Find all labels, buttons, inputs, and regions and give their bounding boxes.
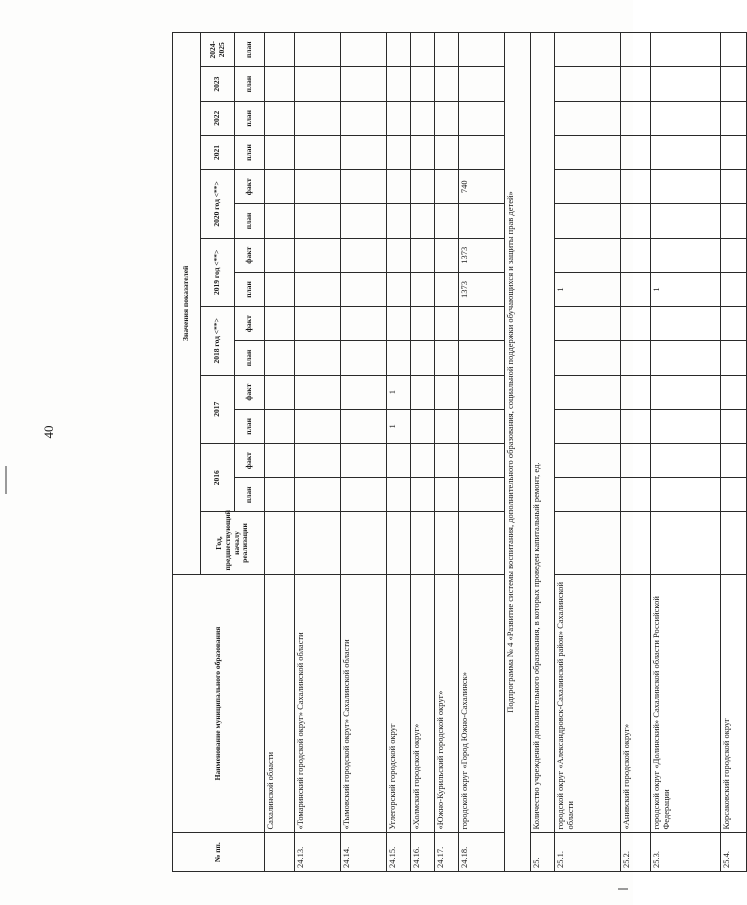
value-cell bbox=[265, 67, 295, 101]
value-cell bbox=[651, 33, 721, 67]
value-cell bbox=[341, 512, 387, 574]
row-number: 25. bbox=[531, 833, 555, 872]
value-cell bbox=[341, 67, 387, 101]
header-year: 2024-2025 bbox=[201, 33, 235, 67]
municipality-name: «Анивский городской округ» bbox=[621, 574, 651, 833]
header-plan: план bbox=[235, 33, 265, 67]
value-cell bbox=[459, 33, 505, 67]
value-cell bbox=[411, 409, 435, 443]
value-cell bbox=[651, 204, 721, 238]
value-cell bbox=[621, 512, 651, 574]
row-number: 25.3. bbox=[651, 833, 721, 872]
value-cell bbox=[621, 444, 651, 478]
value-cell bbox=[435, 67, 459, 101]
value-cell bbox=[411, 204, 435, 238]
header-plan: план bbox=[235, 67, 265, 101]
value-cell bbox=[721, 409, 747, 443]
indicator-table bbox=[172, 32, 747, 872]
subprogram-title: Подпрограмма № 4 «Развитие системы воспитания, дополнительного образования, социальной поддержки обучающихся и защиты прав детей» bbox=[505, 33, 531, 872]
row-number: 25.4. bbox=[721, 833, 747, 872]
header-plan: план bbox=[235, 272, 265, 306]
value-cell bbox=[265, 33, 295, 67]
municipality-name: «Южно-Курильский городской округ» bbox=[435, 574, 459, 833]
table-body-subprogram-4 bbox=[505, 33, 555, 872]
value-cell bbox=[721, 170, 747, 204]
value-cell bbox=[265, 478, 295, 512]
value-cell bbox=[621, 341, 651, 375]
value-cell bbox=[387, 33, 411, 67]
value-cell bbox=[555, 67, 621, 101]
value-cell bbox=[621, 135, 651, 169]
municipality-name: городской округ «Александровск-Сахалинский район» Сахалинской области bbox=[555, 574, 621, 833]
value-cell bbox=[435, 238, 459, 272]
value-cell bbox=[265, 204, 295, 238]
value-cell bbox=[387, 204, 411, 238]
value-cell bbox=[721, 204, 747, 238]
value-cell bbox=[435, 135, 459, 169]
value-cell bbox=[341, 135, 387, 169]
value-cell bbox=[435, 444, 459, 478]
value-cell bbox=[621, 272, 651, 306]
value-cell bbox=[651, 512, 721, 574]
value-cell bbox=[621, 375, 651, 409]
value-cell bbox=[721, 238, 747, 272]
value-cell bbox=[621, 204, 651, 238]
value-cell bbox=[621, 307, 651, 341]
value-cell bbox=[411, 170, 435, 204]
value-cell: 1 bbox=[387, 375, 411, 409]
value-cell bbox=[459, 67, 505, 101]
value-cell bbox=[411, 307, 435, 341]
page-number: 40 bbox=[41, 425, 56, 439]
value-cell bbox=[651, 375, 721, 409]
value-cell bbox=[555, 512, 621, 574]
value-cell bbox=[265, 444, 295, 478]
header-plan: план bbox=[235, 101, 265, 135]
header-year: 2023 bbox=[201, 67, 235, 101]
header-name: Наименование муниципального образования bbox=[173, 574, 265, 833]
value-cell bbox=[459, 375, 505, 409]
value-cell bbox=[341, 33, 387, 67]
value-cell bbox=[295, 478, 341, 512]
value-cell bbox=[555, 341, 621, 375]
header-plan: план bbox=[235, 135, 265, 169]
value-cell bbox=[621, 409, 651, 443]
header-fact: факт bbox=[235, 307, 265, 341]
value-cell bbox=[651, 478, 721, 512]
value-cell bbox=[721, 33, 747, 67]
value-cell bbox=[411, 33, 435, 67]
value-cell bbox=[621, 101, 651, 135]
scan-artifact bbox=[618, 888, 628, 890]
value-cell bbox=[621, 33, 651, 67]
value-cell bbox=[265, 238, 295, 272]
row-number: 24.16. bbox=[411, 833, 435, 872]
value-cell bbox=[265, 272, 295, 306]
value-cell bbox=[435, 272, 459, 306]
value-cell bbox=[555, 204, 621, 238]
table-row bbox=[459, 33, 505, 872]
municipality-name: Корсаковский городской округ bbox=[721, 574, 747, 833]
value-cell bbox=[555, 444, 621, 478]
value-cell bbox=[387, 67, 411, 101]
municipality-name: Углегорский городской округ bbox=[387, 574, 411, 833]
value-cell bbox=[651, 444, 721, 478]
header-plan: план bbox=[235, 409, 265, 443]
value-cell bbox=[555, 478, 621, 512]
value-cell bbox=[387, 101, 411, 135]
value-cell bbox=[341, 238, 387, 272]
table-row bbox=[341, 33, 387, 872]
value-cell bbox=[387, 272, 411, 306]
value-cell bbox=[295, 204, 341, 238]
value-cell bbox=[721, 478, 747, 512]
value-cell bbox=[459, 135, 505, 169]
municipality-name: Сахалинской области bbox=[265, 574, 295, 833]
value-cell bbox=[435, 101, 459, 135]
value-cell bbox=[651, 101, 721, 135]
value-cell bbox=[651, 67, 721, 101]
value-cell bbox=[651, 170, 721, 204]
value-cell bbox=[341, 478, 387, 512]
table-row bbox=[721, 33, 747, 872]
table-row bbox=[435, 33, 459, 872]
value-cell bbox=[721, 67, 747, 101]
value-cell bbox=[721, 444, 747, 478]
value-cell bbox=[341, 170, 387, 204]
row-number: 24.18. bbox=[459, 833, 505, 872]
value-cell bbox=[411, 444, 435, 478]
value-cell bbox=[387, 478, 411, 512]
value-cell bbox=[411, 341, 435, 375]
value-cell bbox=[411, 478, 435, 512]
value-cell bbox=[651, 307, 721, 341]
value-cell: 1373 bbox=[459, 272, 505, 306]
value-cell bbox=[341, 307, 387, 341]
value-cell bbox=[459, 341, 505, 375]
header-values: Значения показателей bbox=[173, 33, 201, 575]
value-cell bbox=[387, 341, 411, 375]
header-fact: факт bbox=[235, 170, 265, 204]
table-row bbox=[411, 33, 435, 872]
value-cell bbox=[265, 341, 295, 375]
municipality-name: городской округ «Долинский» Сахалинской области Российской Федерации bbox=[651, 574, 721, 833]
value-cell bbox=[555, 307, 621, 341]
value-cell bbox=[411, 101, 435, 135]
value-cell bbox=[435, 512, 459, 574]
value-cell bbox=[435, 170, 459, 204]
municipality-name: «Холмский городской округ» bbox=[411, 574, 435, 833]
value-cell bbox=[459, 409, 505, 443]
value-cell bbox=[555, 409, 621, 443]
value-cell bbox=[721, 375, 747, 409]
table-row bbox=[621, 33, 651, 872]
row-number: 24.17. bbox=[435, 833, 459, 872]
value-cell bbox=[435, 478, 459, 512]
table-row bbox=[651, 33, 721, 872]
value-cell bbox=[555, 135, 621, 169]
header-fact: факт bbox=[235, 444, 265, 478]
value-cell bbox=[295, 375, 341, 409]
indicator-table-wrapper bbox=[172, 32, 731, 872]
header-year: 2018 год <**> bbox=[201, 307, 235, 375]
row-number: 24.15. bbox=[387, 833, 411, 872]
value-cell bbox=[621, 170, 651, 204]
value-cell bbox=[341, 341, 387, 375]
row-number: 24.13. bbox=[295, 833, 341, 872]
value-cell bbox=[721, 101, 747, 135]
value-cell bbox=[341, 204, 387, 238]
value-cell bbox=[265, 375, 295, 409]
value-cell bbox=[621, 67, 651, 101]
row-number: 25.2. bbox=[621, 833, 651, 872]
value-cell bbox=[265, 170, 295, 204]
value-cell bbox=[459, 204, 505, 238]
value-cell bbox=[387, 135, 411, 169]
value-cell bbox=[295, 33, 341, 67]
value-cell bbox=[555, 101, 621, 135]
value-cell bbox=[341, 101, 387, 135]
value-cell bbox=[459, 444, 505, 478]
value-cell bbox=[721, 272, 747, 306]
value-cell bbox=[295, 101, 341, 135]
value-cell bbox=[341, 444, 387, 478]
row-number bbox=[265, 833, 295, 872]
header-year: 2017 bbox=[201, 375, 235, 443]
value-cell bbox=[265, 307, 295, 341]
value-cell bbox=[435, 204, 459, 238]
value-cell bbox=[295, 272, 341, 306]
value-cell bbox=[265, 409, 295, 443]
value-cell bbox=[411, 135, 435, 169]
value-cell bbox=[265, 135, 295, 169]
header-year: 2022 bbox=[201, 101, 235, 135]
value-cell bbox=[411, 272, 435, 306]
header-fact: факт bbox=[235, 238, 265, 272]
value-cell bbox=[651, 409, 721, 443]
header-year: 2021 bbox=[201, 135, 235, 169]
value-cell bbox=[555, 170, 621, 204]
value-cell bbox=[341, 272, 387, 306]
value-cell bbox=[459, 478, 505, 512]
value-cell bbox=[411, 67, 435, 101]
value-cell bbox=[555, 375, 621, 409]
value-cell bbox=[295, 307, 341, 341]
value-cell bbox=[435, 33, 459, 67]
value-cell: 1 bbox=[555, 272, 621, 306]
value-cell bbox=[295, 135, 341, 169]
value-cell bbox=[387, 170, 411, 204]
value-cell bbox=[435, 409, 459, 443]
value-cell bbox=[295, 67, 341, 101]
municipality-name: «Томаринский городской округ» Сахалинской области bbox=[295, 574, 341, 833]
value-cell bbox=[555, 238, 621, 272]
table-row bbox=[387, 33, 411, 872]
value-cell bbox=[459, 101, 505, 135]
scan-artifact bbox=[5, 466, 7, 494]
header-year: 2019 год <**> bbox=[201, 238, 235, 306]
row-number: 25.1. bbox=[555, 833, 621, 872]
table-body-municipalities bbox=[555, 33, 747, 872]
value-cell bbox=[295, 444, 341, 478]
value-cell bbox=[295, 170, 341, 204]
header-year: 2016 bbox=[201, 444, 235, 512]
value-cell bbox=[721, 307, 747, 341]
value-cell: 1373 bbox=[459, 238, 505, 272]
value-cell bbox=[721, 512, 747, 574]
value-cell bbox=[387, 444, 411, 478]
value-cell: 1 bbox=[651, 272, 721, 306]
value-cell: 740 bbox=[459, 170, 505, 204]
value-cell bbox=[295, 512, 341, 574]
value-cell bbox=[721, 135, 747, 169]
value-cell bbox=[555, 33, 621, 67]
municipality-name: городской округ «Город Южно-Сахалинск» bbox=[459, 574, 505, 833]
value-cell bbox=[435, 341, 459, 375]
value-cell bbox=[295, 238, 341, 272]
value-cell bbox=[387, 512, 411, 574]
value-cell bbox=[341, 375, 387, 409]
value-cell bbox=[459, 307, 505, 341]
value-cell: 1 bbox=[387, 409, 411, 443]
indicator-title: Количество учреждений дополнительного образования, в которых проведен капитальный ремонт, ед. bbox=[531, 33, 555, 833]
value-cell bbox=[295, 409, 341, 443]
value-cell bbox=[265, 101, 295, 135]
value-cell bbox=[621, 238, 651, 272]
table-row bbox=[265, 33, 295, 872]
header-plan: план bbox=[235, 478, 265, 512]
table-row bbox=[295, 33, 341, 872]
header-year-implementation: Год, предшествующий началу реализации bbox=[201, 512, 265, 574]
table-body-subprogram-3 bbox=[265, 33, 505, 872]
value-cell bbox=[341, 409, 387, 443]
header-fact: факт bbox=[235, 375, 265, 409]
value-cell bbox=[387, 307, 411, 341]
value-cell bbox=[459, 512, 505, 574]
value-cell bbox=[411, 238, 435, 272]
header-num: № пп. bbox=[173, 833, 265, 872]
value-cell bbox=[411, 375, 435, 409]
value-cell bbox=[721, 341, 747, 375]
row-number: 24.14. bbox=[341, 833, 387, 872]
value-cell bbox=[435, 307, 459, 341]
table-row bbox=[555, 33, 621, 872]
value-cell bbox=[295, 341, 341, 375]
value-cell bbox=[387, 238, 411, 272]
header-plan: план bbox=[235, 204, 265, 238]
value-cell bbox=[411, 512, 435, 574]
value-cell bbox=[435, 375, 459, 409]
value-cell bbox=[651, 135, 721, 169]
header-year: 2020 год <**> bbox=[201, 170, 235, 238]
value-cell bbox=[651, 341, 721, 375]
value-cell bbox=[651, 238, 721, 272]
municipality-name: «Тымовский городской округ» Сахалинской области bbox=[341, 574, 387, 833]
value-cell bbox=[265, 512, 295, 574]
value-cell bbox=[621, 478, 651, 512]
header-plan: план bbox=[235, 341, 265, 375]
